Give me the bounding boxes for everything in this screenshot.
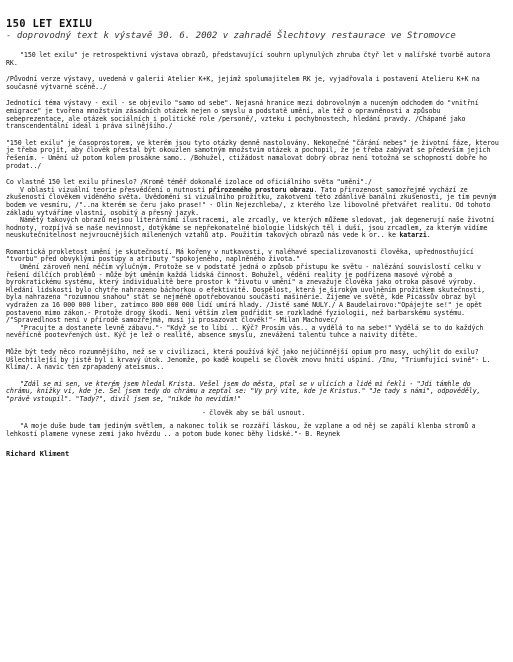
document-title: 150 LET EXILU: [6, 18, 93, 30]
author-signature: Richard Kliment: [6, 450, 70, 459]
paragraph-intro: "150 let exilu" je retrospektivní výstava obrazů, představující souhrn uplynulých zhruba čtyř let v malířské tvorbě autora RK.: [6, 51, 491, 67]
paragraph-question: Co vlastně 150 let exilu přineslo? /Kromě téměř dokonalé izolace od oficiálního světa "umění"./: [6, 178, 372, 187]
paragraph-civilization: Může být tedy něco rozumnějšího, než se v civilizaci, která používá kýč jako nejúčinnější opium pro masy, uchýlit do exilu? Ušlechtilejší by jistě byl i krvavý útok. Jenomže, po kadě koupeli se člověk znovu hnití ušpiní. /Inu, "Triumfující svině"- L. Klíma/. A navíc ten zprapadený ateismus..: [6, 348, 491, 372]
paragraph-exile-theme: Jednotící téma výstavy - exil - se objevilo "samo od sebe". Nejasná hranice mezi dobrovolným a nuceným odchodem do "vnitřní emigrace" je tvořena množstvím zásadních otázek nejen o smyslu a podstatě umění, ale též o opravněnosti a způsobu sebeprezentace, ale otázek sociálních i politické role /personě/, vzteku i pochybnostech, hledání pravdy. /Chápané jako transcendentální ideál i práva silnějšího./: [6, 99, 479, 131]
paragraph-art-not-exclusive: Umění zároveň není něčím výlučným. Protože se v podstatě jedná o způsob přístupu ke světu - nalézání souvislostí celku v řešení dílčích problémů - může být uměním každá lidská činnost. Bohužel, vědění reality je podřízena masové výrobě a byrokratickému systému, který individualitě bere prostor k "životu v umění" a znevažuje člověka jako otroka pásové výroby. Hledání lidskosti bylo chytře nahrazeno báchorkou o efektivitě. Dospělost, která je širokým uvolněním prožitkem skutečnosti, byla nahrazena "rozumnou snahou" stát se nejméně opotřebovanou součástí mašinérie. Žijeme ve světě, kde Picassův obraz byl vydražen za 16 000 000 liber, zatímco 800 000 000 lidí umírá hlady. /Jistě samé NULY./ A Baudelairovo:"Opájejte se!" je opět postaveno mimo zákon.- Protože drogy škodí. Není větším zlem podřídit se rozkladné fyziologii, než barbarskému systému. /"Spravedlnost není v přírodě samozřejmá, musí ji prosazovat člověk!"- Milan Machovec/: [6, 263, 486, 325]
paragraph-afraid-to-sleep: - člověk aby se bál usnout.: [201, 408, 306, 417]
document-subtitle: - doprovodný text k výstavě 30. 6. 2002 v zahradě Šlechtovy restaurace ve Stromovce: [6, 31, 456, 41]
paragraph-visual-theory: V oblasti vizuální teorie přesvědčení o nutnosti přirozeného prostoru obrazu. Tato přirozenost samozřejmě vychází ze zkušeností člověkem viděného světa. Uvědomění si vizuálního prožitku, zakotvení této zdánlivě banální zkušenosti, je tím pevným bodem ve vesmíru, /"..na kterém se čeru jako prase!" - Olin Nejezchleba/, z kterého lze libovolně přetvářet realitu. Od tohoto základu vytváříme vlastní, osobitý a přesný jazyk.: [6, 185, 497, 217]
paragraph-timespace: "150 let exilu" je časoprostorem, ve kterém jsou tyto otázky denně nastolovány. Nekonečné "čárání nebes" je životní fáze, kterou je třeba projít, aby člověk přestal být okouzlen samotným množstvím otázek a pochopil, že je třeba zabývat se především jejich řešením. - Umění už potom kolem prosákne samo.. /Bohužel, ctižádost namalovat dobrý obraz není totožná se schopností dobře ho prodat../: [6, 138, 499, 170]
paragraph-reynek-quote: "A moje duše bude tam jediným světlem, a nakonec tolik se rozzáří láskou, že vzplane a od něj se zapálí klenba stromů a lehkostí plamene vynese zemi jako hvězdu .. a potom bude konec běhy lidské."- B. Reynek: [6, 422, 476, 438]
paragraph-romantic-curse: Romantická prokletost umění je skutečností. Má kořeny v nutkavosti, v naléhavé specializovanosti člověka, upřednostňující "tvorbu" před obvyklými postupy a atributy "spokojeného, naplněného života.": [6, 247, 474, 264]
emphasis-katarze: katarzi: [399, 231, 427, 240]
paragraph-mirrors: Námětý takových obrazů nejsou literárními ilustracemi, ale zrcadly, ve kterých můžeme sledovat, jak degenerují naše životní hodnoty, rozpíjvá se naše nevinnost, dotýkáme se nepřekonatelné biologie lidských těl i duší, jsou zrcadlem, za kterým vidíme neuskutečnitelnost nejvroucnějších milenených vztahů atp. Použitím takových obrazů nás vede k or.. ke katarzi.: [6, 216, 495, 240]
emphasis-natural-space: přirozeného prostoru obrazu: [208, 185, 314, 194]
paragraph-original-version: /Původní verze výstavy, uvedená v galerii Atelier K+K, jejímž spolumajitelem RK je, vyjadřovala i postavení Atelieru K+K na současné výtvarné scéně../: [6, 75, 480, 91]
paragraph-dream-quote: "Zdál se mi sen, ve kterém jsem hledal Krista. Vešel jsem do města, ptal se v ulicích a lidé mi řekli - "Jdi támhle do chrámu, knížky ví, kde je. Šel jsem tedy do chrámu a zeptal se: "Vy prý víte, kde je Kristus." "Je tady s námi", odpověděly, "právě vstoupil". "Tady?", divil jsem se, "nikde ho nevidím!": [6, 379, 481, 403]
paragraph-kitsch: "Pracujte a dostanete levně zábavu."- "Když se to líbí .. Kýč? Prosím vás.. a vydělá to na sebe!" Vydělá se to do každých nevěřícně pootevřených úst. Kýč je lež o realitě, absence smyslu, znevážení talentu tuhce a naivity dítěte.: [6, 323, 484, 340]
